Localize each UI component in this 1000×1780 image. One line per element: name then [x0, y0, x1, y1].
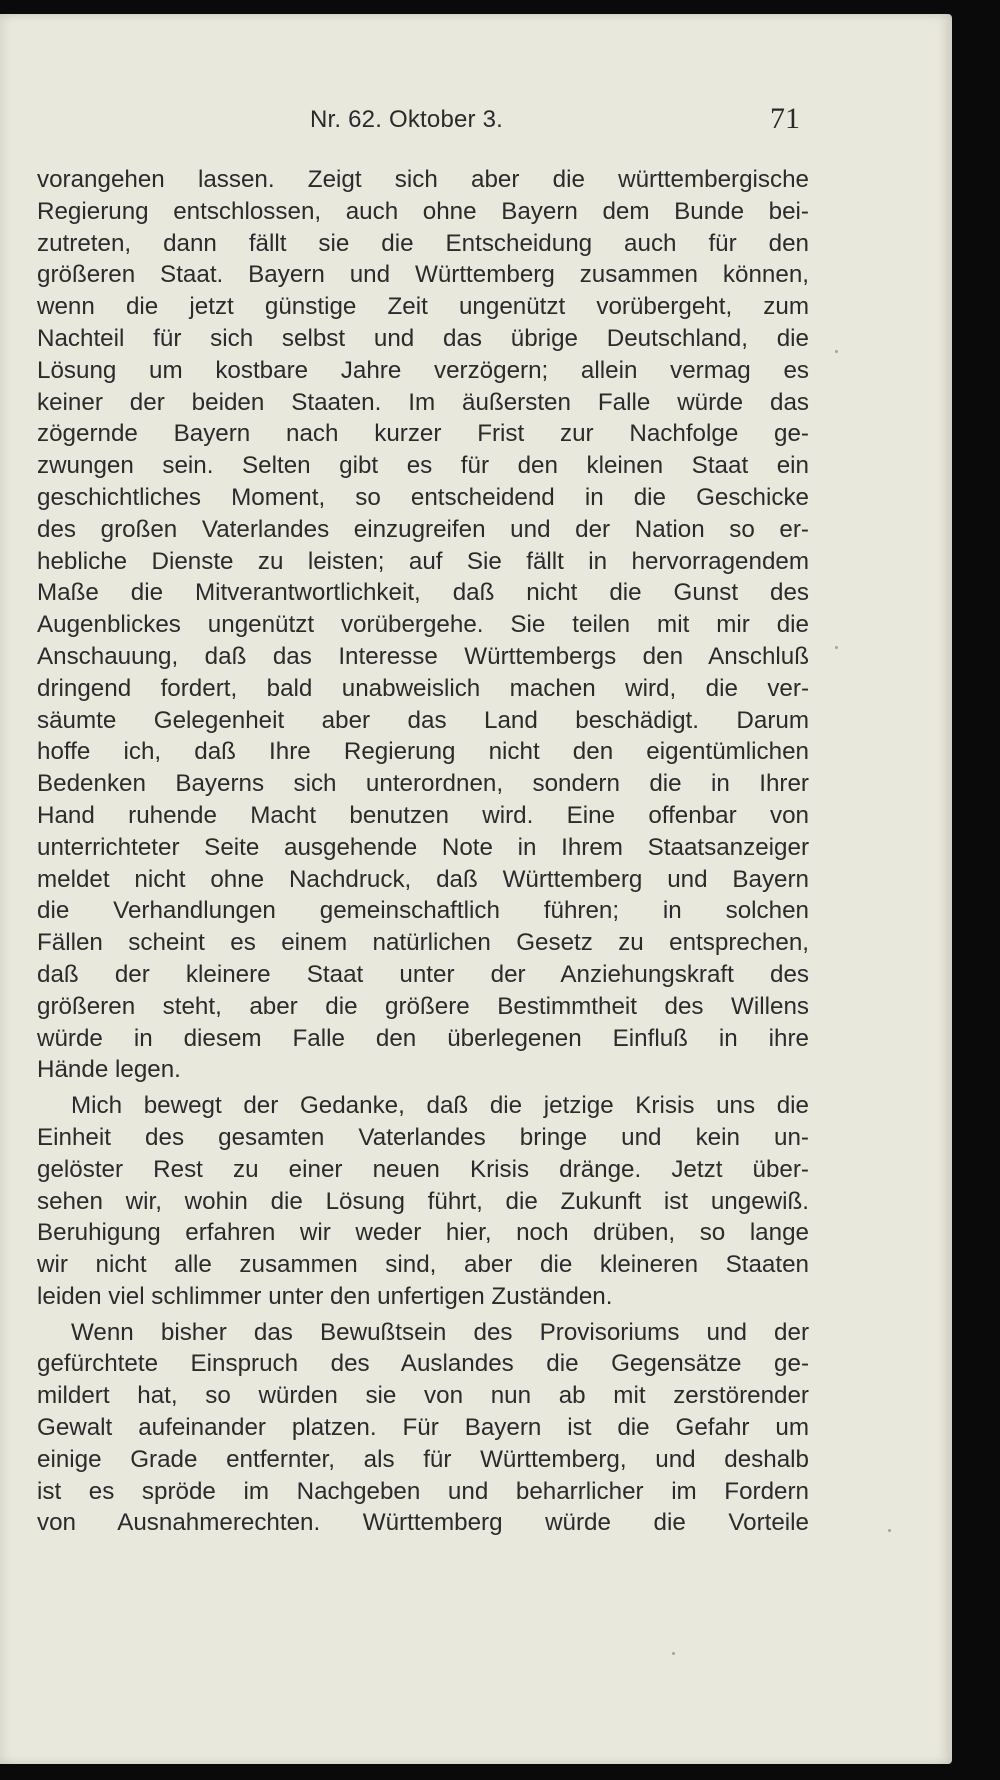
text-line: unterrichteter Seite ausgehende Note in Ihrem Staatsanzeiger: [37, 833, 809, 861]
paragraph-2: [37, 1090, 809, 1313]
text-line: keiner der beiden Staaten. Im äußersten Falle würde das: [37, 388, 809, 416]
text-line: einige Grade entfernter, als für Württemberg, und deshalb: [37, 1445, 809, 1473]
text-line: zutreten, dann fällt sie die Entscheidung auch für den: [37, 229, 809, 257]
text-line: größeren steht, aber die größere Bestimmtheit des Willens: [37, 992, 809, 1020]
text-line: größeren Staat. Bayern und Württemberg zusammen können,: [37, 261, 809, 289]
text-line: würde in diesem Falle den überlegenen Einfluß in ihre: [37, 1024, 809, 1052]
text-line: Anschauung, daß das Interesse Württembergs den Anschluß: [37, 642, 809, 670]
text-line: vorangehen lassen. Zeigt sich aber die württembergische: [37, 166, 809, 193]
text-line: dringend fordert, bald unabweislich machen wird, die ver-: [37, 674, 809, 702]
text-line: Nachteil für sich selbst und das übrige Deutschland, die: [37, 324, 809, 352]
text-line: zwungen sein. Selten gibt es für den kleinen Staat ein: [37, 452, 809, 480]
text-line: Maße die Mitverantwortlichkeit, daß nicht die Gunst des: [37, 579, 809, 607]
text-line: hoffe ich, daß Ihre Regierung nicht den eigentümlichen: [37, 738, 809, 766]
paragraph-1: [37, 164, 809, 1086]
text-line: ist es spröde im Nachgeben und beharrlicher im Fordern: [37, 1477, 809, 1505]
text-line: Beruhigung erfahren wir weder hier, noch drüben, so lange: [37, 1219, 809, 1247]
text-line: Hände legen.: [37, 1056, 181, 1084]
text-line: zögernde Bayern nach kurzer Frist zur Nachfolge ge-: [37, 420, 809, 448]
paper-speck: [672, 1652, 675, 1655]
paper-speck: [835, 646, 838, 649]
text-line: gelöster Rest zu einer neuen Krisis dränge. Jetzt über-: [37, 1155, 809, 1183]
text-line: die Verhandlungen gemeinschaftlich führen; in solchen: [37, 897, 809, 925]
paper-speck: [888, 1529, 891, 1532]
book-page: [0, 14, 952, 1764]
text-line: von Ausnahmerechten. Württemberg würde die Vorteile: [37, 1509, 809, 1537]
text-line: des großen Vaterlandes einzugreifen und der Nation so er-: [37, 515, 809, 543]
text-line: geschichtliches Moment, so entscheidend in die Geschicke: [37, 483, 809, 511]
text-line: daß der kleinere Staat unter der Anziehungskraft des: [37, 960, 809, 988]
text-line: Augenblickes ungenützt vorübergehe. Sie teilen mit mir die: [37, 611, 809, 639]
text-line: hebliche Dienste zu leisten; auf Sie fällt in hervorragendem: [37, 547, 809, 575]
text-line: Regierung entschlossen, auch ohne Bayern dem Bunde bei-: [37, 197, 809, 225]
text-line: mildert hat, so würden sie von nun ab mit zerstörender: [37, 1382, 809, 1410]
text-line: Hand ruhende Macht benutzen wird. Eine offenbar von: [37, 801, 809, 829]
text-line: Gewalt aufeinander platzen. Für Bayern ist die Gefahr um: [37, 1414, 809, 1442]
text-line: Fällen scheint es einem natürlichen Gesetz zu entsprechen,: [37, 929, 809, 957]
text-line: Bedenken Bayerns sich unterordnen, sondern die in Ihrer: [37, 770, 809, 798]
text-line: wir nicht alle zusammen sind, aber die kleineren Staaten: [37, 1251, 809, 1279]
text-line: Wenn bisher das Bewußtsein des Provisoriums und der: [71, 1318, 809, 1346]
text-line: leiden viel schlimmer unter den unfertigen Zuständen.: [37, 1282, 613, 1310]
text-line: Mich bewegt der Gedanke, daß die jetzige Krisis uns die: [71, 1092, 809, 1120]
text-line: wenn die jetzt günstige Zeit ungenützt vorübergeht, zum: [37, 293, 809, 321]
text-line: Einheit des gesamten Vaterlandes bringe und kein un-: [37, 1123, 809, 1151]
running-head: Nr. 62. Oktober 3.: [310, 106, 504, 133]
text-line: säumte Gelegenheit aber das Land beschädigt. Darum: [37, 706, 809, 734]
paper-speck: [835, 350, 838, 353]
text-line: Lösung um kostbare Jahre verzögern; allein vermag es: [37, 356, 809, 384]
text-line: sehen wir, wohin die Lösung führt, die Zukunft ist ungewiß.: [37, 1187, 809, 1215]
text-line: meldet nicht ohne Nachdruck, daß Württemberg und Bayern: [37, 865, 809, 893]
text-line: gefürchtete Einspruch des Auslandes die Gegensätze ge-: [37, 1350, 809, 1378]
body-text: [37, 164, 809, 1539]
paragraph-3: [37, 1317, 809, 1540]
page-number: 71: [770, 102, 800, 135]
